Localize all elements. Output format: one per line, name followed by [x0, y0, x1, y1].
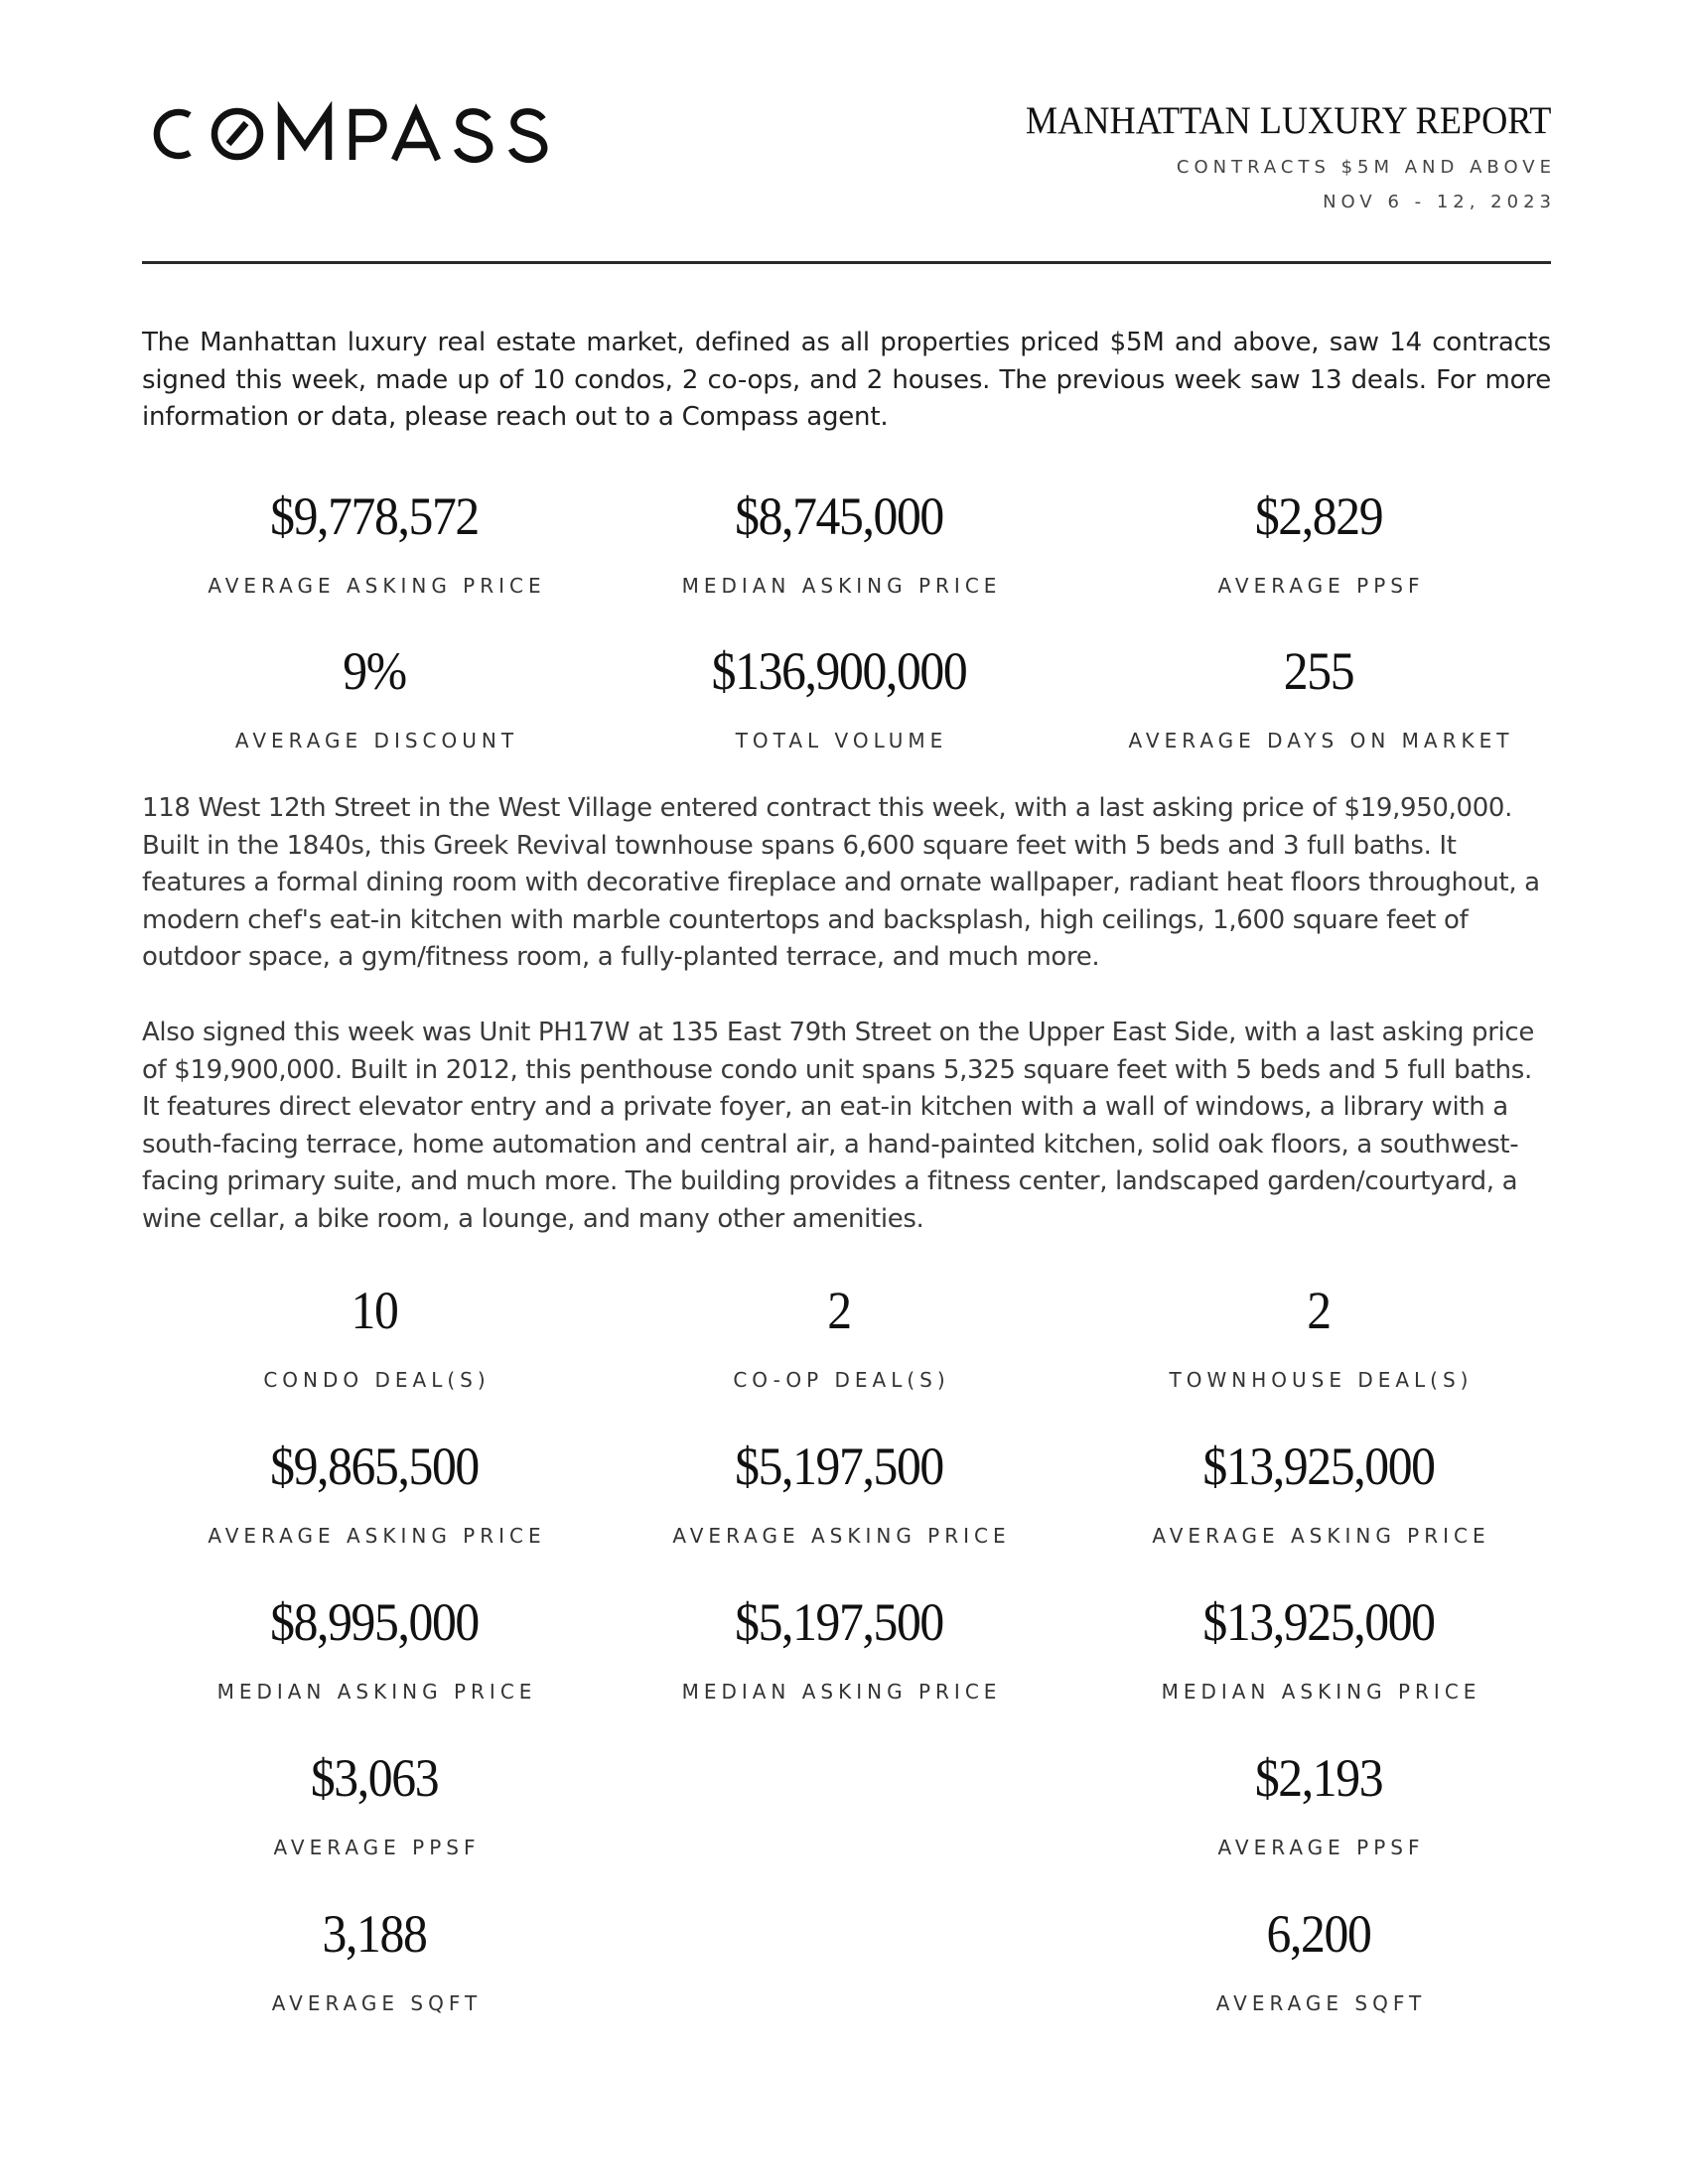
report-date-range: NOV 6 - 12, 2023	[1323, 192, 1556, 212]
highlight-paragraph: 118 West 12th Street in the West Village entered contract this week, with a last asking price of $19,950,000. Built in the 1840s, this Greek Revival townhouse spans 6,600 square feet with 5 beds and 3 full baths. It features a formal dining room with decorative fireplace and ornate wallpaper, radiant heat floors throughout, a modern chef's eat-in kitchen with marble countertops and backsplash, high ceilings, 1,600 square feet of outdoor space, a gym/fitness room, a fully-planted terrace, and much more.	[142, 793, 1540, 972]
stat-value: $9,778,572	[270, 486, 479, 546]
stat-label: TOWNHOUSE DEAL(S)	[1169, 1368, 1474, 1392]
report-subtitle: CONTRACTS $5M AND ABOVE	[1176, 157, 1556, 178]
condo-average-asking-price	[116, 1436, 633, 1548]
stat-average-asking-price	[116, 486, 633, 598]
highlight-paragraph: Also signed this week was Unit PH17W at 135 East 79th Street on the Upper East Side, with a last asking price of $19,900,000. Built in 2012, this penthouse condo unit spans 5,325 square feet with 5 beds and 5 full baths. It features direct elevator entry and a private foyer, an eat-in kitchen with a wall of windows, a library with a south-facing terrace, home automation and central air, a hand-painted kitchen, solid oak floors, a southwest-facing primary suite, and much more. The building provides a fitness center, landscaped garden/courtyard, a wine cellar, a bike room, a lounge, and many other amenities.	[142, 1018, 1534, 1234]
stat-label: AVERAGE PPSF	[1217, 1836, 1425, 1859]
stat-value: 3,188	[322, 1904, 427, 1964]
stat-value: $3,063	[310, 1748, 439, 1808]
townhouse-average-ppsf	[1060, 1748, 1577, 1859]
stat-median-asking-price	[581, 486, 1097, 598]
stat-label: AVERAGE DISCOUNT	[234, 729, 519, 752]
stat-average-discount	[116, 641, 633, 752]
compass-logo	[146, 99, 573, 169]
stat-value: $8,995,000	[270, 1592, 479, 1652]
stat-value: 2	[1307, 1281, 1331, 1340]
stat-value: $2,829	[1254, 486, 1383, 546]
coop-average-asking-price	[581, 1436, 1097, 1548]
stat-label: AVERAGE ASKING PRICE	[672, 1524, 1011, 1548]
stat-value: $136,900,000	[711, 641, 967, 701]
stat-label: AVERAGE SQFT	[1215, 1991, 1427, 2015]
stat-average-days-on-market	[1060, 641, 1577, 752]
stat-label: TOTAL VOLUME	[735, 729, 948, 752]
stat-label: AVERAGE PPSF	[273, 1836, 481, 1859]
compass-logo-mark	[146, 99, 573, 169]
stat-label: MEDIAN ASKING PRICE	[1161, 1680, 1481, 1704]
stat-label: MEDIAN ASKING PRICE	[681, 574, 1002, 598]
stat-label: AVERAGE PPSF	[1217, 574, 1425, 598]
stat-total-volume	[581, 641, 1097, 752]
stat-value: 6,200	[1266, 1904, 1371, 1964]
stat-label: AVERAGE ASKING PRICE	[208, 574, 546, 598]
stat-value: $5,197,500	[735, 1436, 943, 1496]
condo-median-asking-price	[116, 1592, 633, 1704]
stat-value: $9,865,500	[270, 1436, 479, 1496]
stat-value: $2,193	[1254, 1748, 1383, 1808]
stat-label: AVERAGE ASKING PRICE	[1152, 1524, 1490, 1548]
stat-value: $13,925,000	[1202, 1436, 1435, 1496]
townhouse-median-asking-price	[1060, 1592, 1577, 1704]
coop-deals	[581, 1281, 1097, 1392]
report-title: MANHATTAN LUXURY REPORT	[1025, 99, 1551, 142]
stat-value: $13,925,000	[1202, 1592, 1435, 1652]
stat-value: 10	[351, 1281, 398, 1340]
stat-value: $8,745,000	[735, 486, 943, 546]
stat-value: $5,197,500	[735, 1592, 943, 1652]
townhouse-deals	[1060, 1281, 1577, 1392]
stat-label: CO-OP DEAL(S)	[733, 1368, 950, 1392]
stat-label: AVERAGE DAYS ON MARKET	[1128, 729, 1514, 752]
stat-value: 2	[827, 1281, 851, 1340]
coop-median-asking-price	[581, 1592, 1097, 1704]
intro-paragraph: The Manhattan luxury real estate market, defined as all properties priced $5M and above, saw 14 contracts signed this week, made up of 10 condos, 2 co-ops, and 2 houses. The previous week saw 13 deals. For more information or data, please reach out to a Compass agent.	[142, 328, 1551, 432]
stat-value: 9%	[343, 641, 406, 701]
stat-label: MEDIAN ASKING PRICE	[216, 1680, 537, 1704]
stat-label: AVERAGE ASKING PRICE	[208, 1524, 546, 1548]
header-divider	[142, 261, 1551, 264]
stat-label: CONDO DEAL(S)	[263, 1368, 491, 1392]
stat-value: 255	[1283, 641, 1354, 701]
stat-average-ppsf	[1060, 486, 1577, 598]
stat-label: MEDIAN ASKING PRICE	[681, 1680, 1002, 1704]
stat-label: AVERAGE SQFT	[271, 1991, 483, 2015]
condo-average-ppsf	[116, 1748, 633, 1859]
report-header	[986, 97, 1556, 213]
townhouse-average-asking-price	[1060, 1436, 1577, 1548]
condo-deals	[116, 1281, 633, 1392]
condo-average-sqft	[116, 1904, 633, 2015]
townhouse-average-sqft	[1060, 1904, 1577, 2015]
